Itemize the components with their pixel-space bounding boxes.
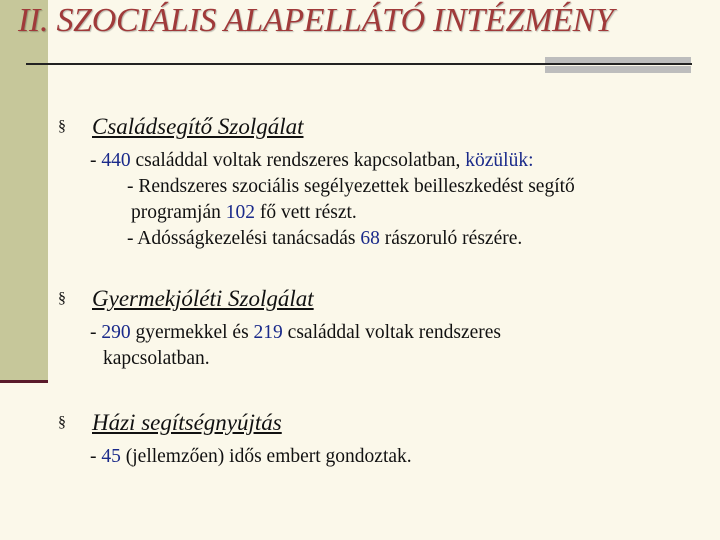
count-value: 440 bbox=[101, 150, 131, 171]
section-text-line: - 45 (jellemzően) idős embert gondoztak. bbox=[90, 446, 412, 467]
section-text-line: - 290 gyermekkel és 219 családdal voltak rendszeres bbox=[90, 322, 501, 343]
bullet-icon: § bbox=[58, 290, 66, 307]
section-gyermekjoleti bbox=[58, 286, 501, 372]
section-heading-label: Gyermekjóléti Szolgálat bbox=[92, 286, 314, 311]
count-value: 102 bbox=[225, 202, 256, 223]
left-accent-bar-edge bbox=[0, 380, 48, 383]
title-rule bbox=[26, 63, 692, 65]
bullet-icon: § bbox=[58, 414, 66, 431]
left-accent-bar bbox=[0, 0, 48, 382]
section-text-line: - 440 családdal voltak rendszeres kapcsolatban, közülük: bbox=[90, 150, 534, 171]
count-value: 290 bbox=[101, 322, 131, 343]
section-heading bbox=[58, 410, 380, 440]
count-value: 219 bbox=[253, 322, 283, 343]
title-rule-accent bbox=[545, 57, 691, 73]
section-hazi-segitseg bbox=[58, 410, 412, 470]
count-value: 68 bbox=[360, 228, 380, 249]
count-value: 45 bbox=[101, 446, 121, 467]
bullet-icon: § bbox=[58, 118, 66, 135]
section-csaladsegito bbox=[58, 114, 575, 252]
section-text-line: - Rendszeres szociális segélyezettek beilleszkedést segítő bbox=[127, 176, 575, 197]
slide-title: II. SZOCIÁLIS ALAPELLÁTÓ INTÉZMÉNY bbox=[18, 2, 614, 39]
section-heading bbox=[58, 114, 506, 144]
section-heading-label: Családsegítő Szolgálat bbox=[92, 114, 304, 139]
section-heading-label: Házi segítségnyújtás bbox=[92, 410, 282, 435]
section-text-line: programján 102 fő vett részt. bbox=[131, 202, 357, 223]
section-text-line: kapcsolatban. bbox=[103, 348, 210, 369]
section-text-line: - Adósságkezelési tanácsadás 68 rászoruló részére. bbox=[127, 228, 523, 249]
section-heading bbox=[58, 286, 469, 316]
